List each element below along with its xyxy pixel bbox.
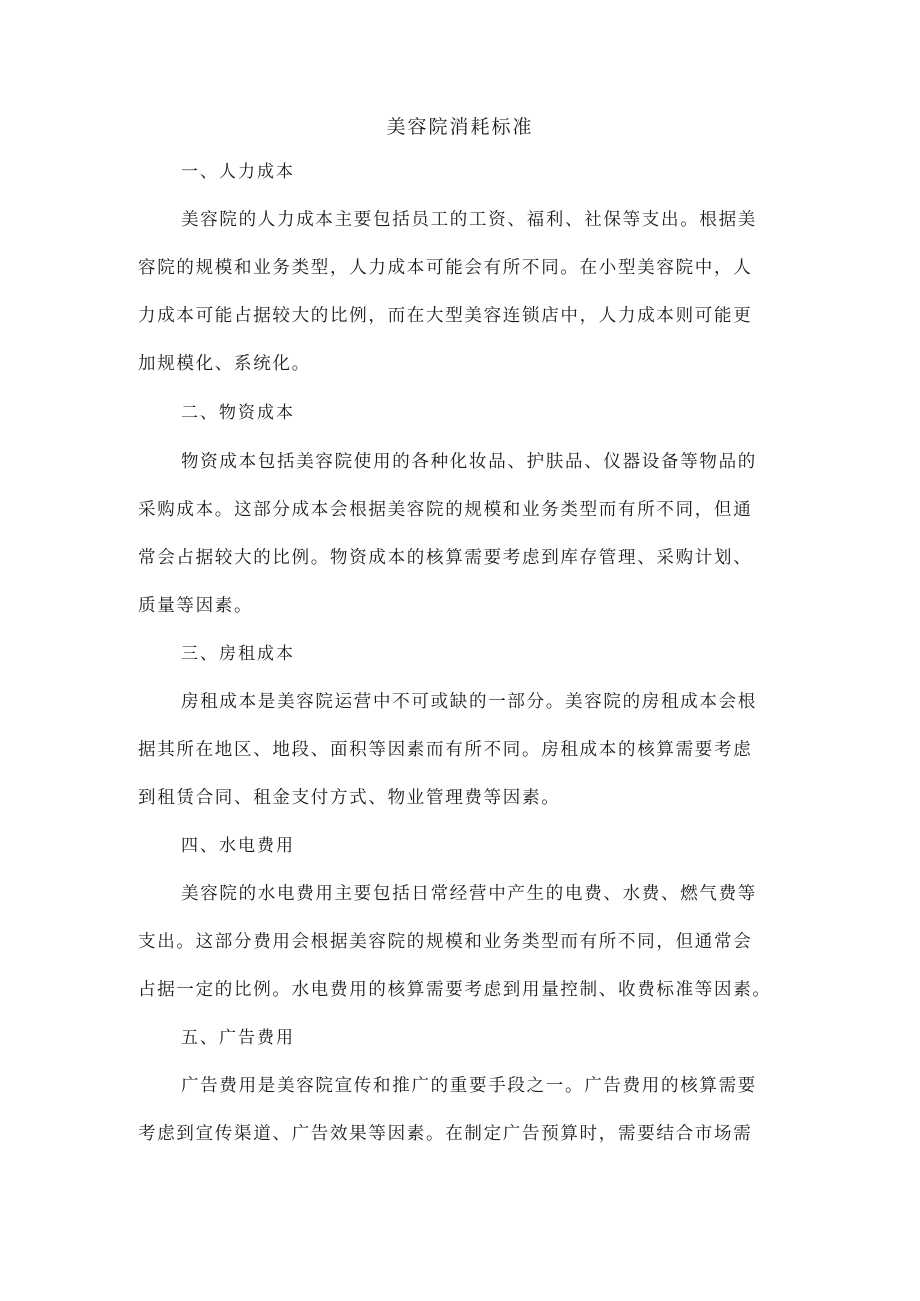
paragraph-line: 占据一定的比例。水电费用的核算需要考虑到用量控制、收费标准等因素。: [138, 980, 772, 1000]
paragraph-line: 据其所在地区、地段、面积等因素而有所不同。房租成本的核算需要考虑: [138, 740, 753, 760]
paragraph-line: 美容院的人力成本主要包括员工的工资、福利、社保等支出。根据美: [181, 210, 757, 230]
paragraph-line: 质量等因素。: [138, 596, 254, 616]
paragraph-line: 美容院的水电费用主要包括日常经营中产生的电费、水费、燃气费等: [181, 884, 757, 904]
paragraph-line: 力成本可能占据较大的比例，而在大型美容连锁店中，人力成本则可能更: [138, 306, 753, 326]
paragraph-line: 物资成本包括美容院使用的各种化妆品、护肤品、仪器设备等物品的: [181, 452, 757, 472]
section-heading-material-cost: 二、物资成本: [181, 403, 295, 423]
paragraph-line: 房租成本是美容院运营中不可或缺的一部分。美容院的房租成本会根: [181, 692, 757, 712]
section-heading-advertising-cost: 五、广告费用: [181, 1028, 295, 1048]
paragraph-line: 到租赁合同、租金支付方式、物业管理费等因素。: [138, 788, 561, 808]
paragraph-line: 常会占据较大的比例。物资成本的核算需要考虑到库存管理、采购计划、: [138, 548, 753, 568]
paragraph-line: 容院的规模和业务类型，人力成本可能会有所不同。在小型美容院中，人: [138, 258, 753, 278]
paragraph-line: 广告费用是美容院宣传和推广的重要手段之一。广告费用的核算需要: [181, 1076, 757, 1096]
section-heading-rent-cost: 三、房租成本: [181, 644, 295, 664]
paragraph-line: 考虑到宣传渠道、广告效果等因素。在制定广告预算时，需要结合市场需: [138, 1124, 753, 1144]
section-heading-utility-cost: 四、水电费用: [181, 836, 295, 856]
paragraph-line: 支出。这部分费用会根据美容院的规模和业务类型而有所不同，但通常会: [138, 932, 753, 952]
paragraph-line: 加规模化、系统化。: [138, 354, 311, 374]
section-heading-labor-cost: 一、人力成本: [181, 162, 295, 182]
document-title: 美容院消耗标准: [386, 116, 534, 138]
paragraph-line: 采购成本。这部分成本会根据美容院的规模和业务类型而有所不同，但通: [138, 500, 753, 520]
